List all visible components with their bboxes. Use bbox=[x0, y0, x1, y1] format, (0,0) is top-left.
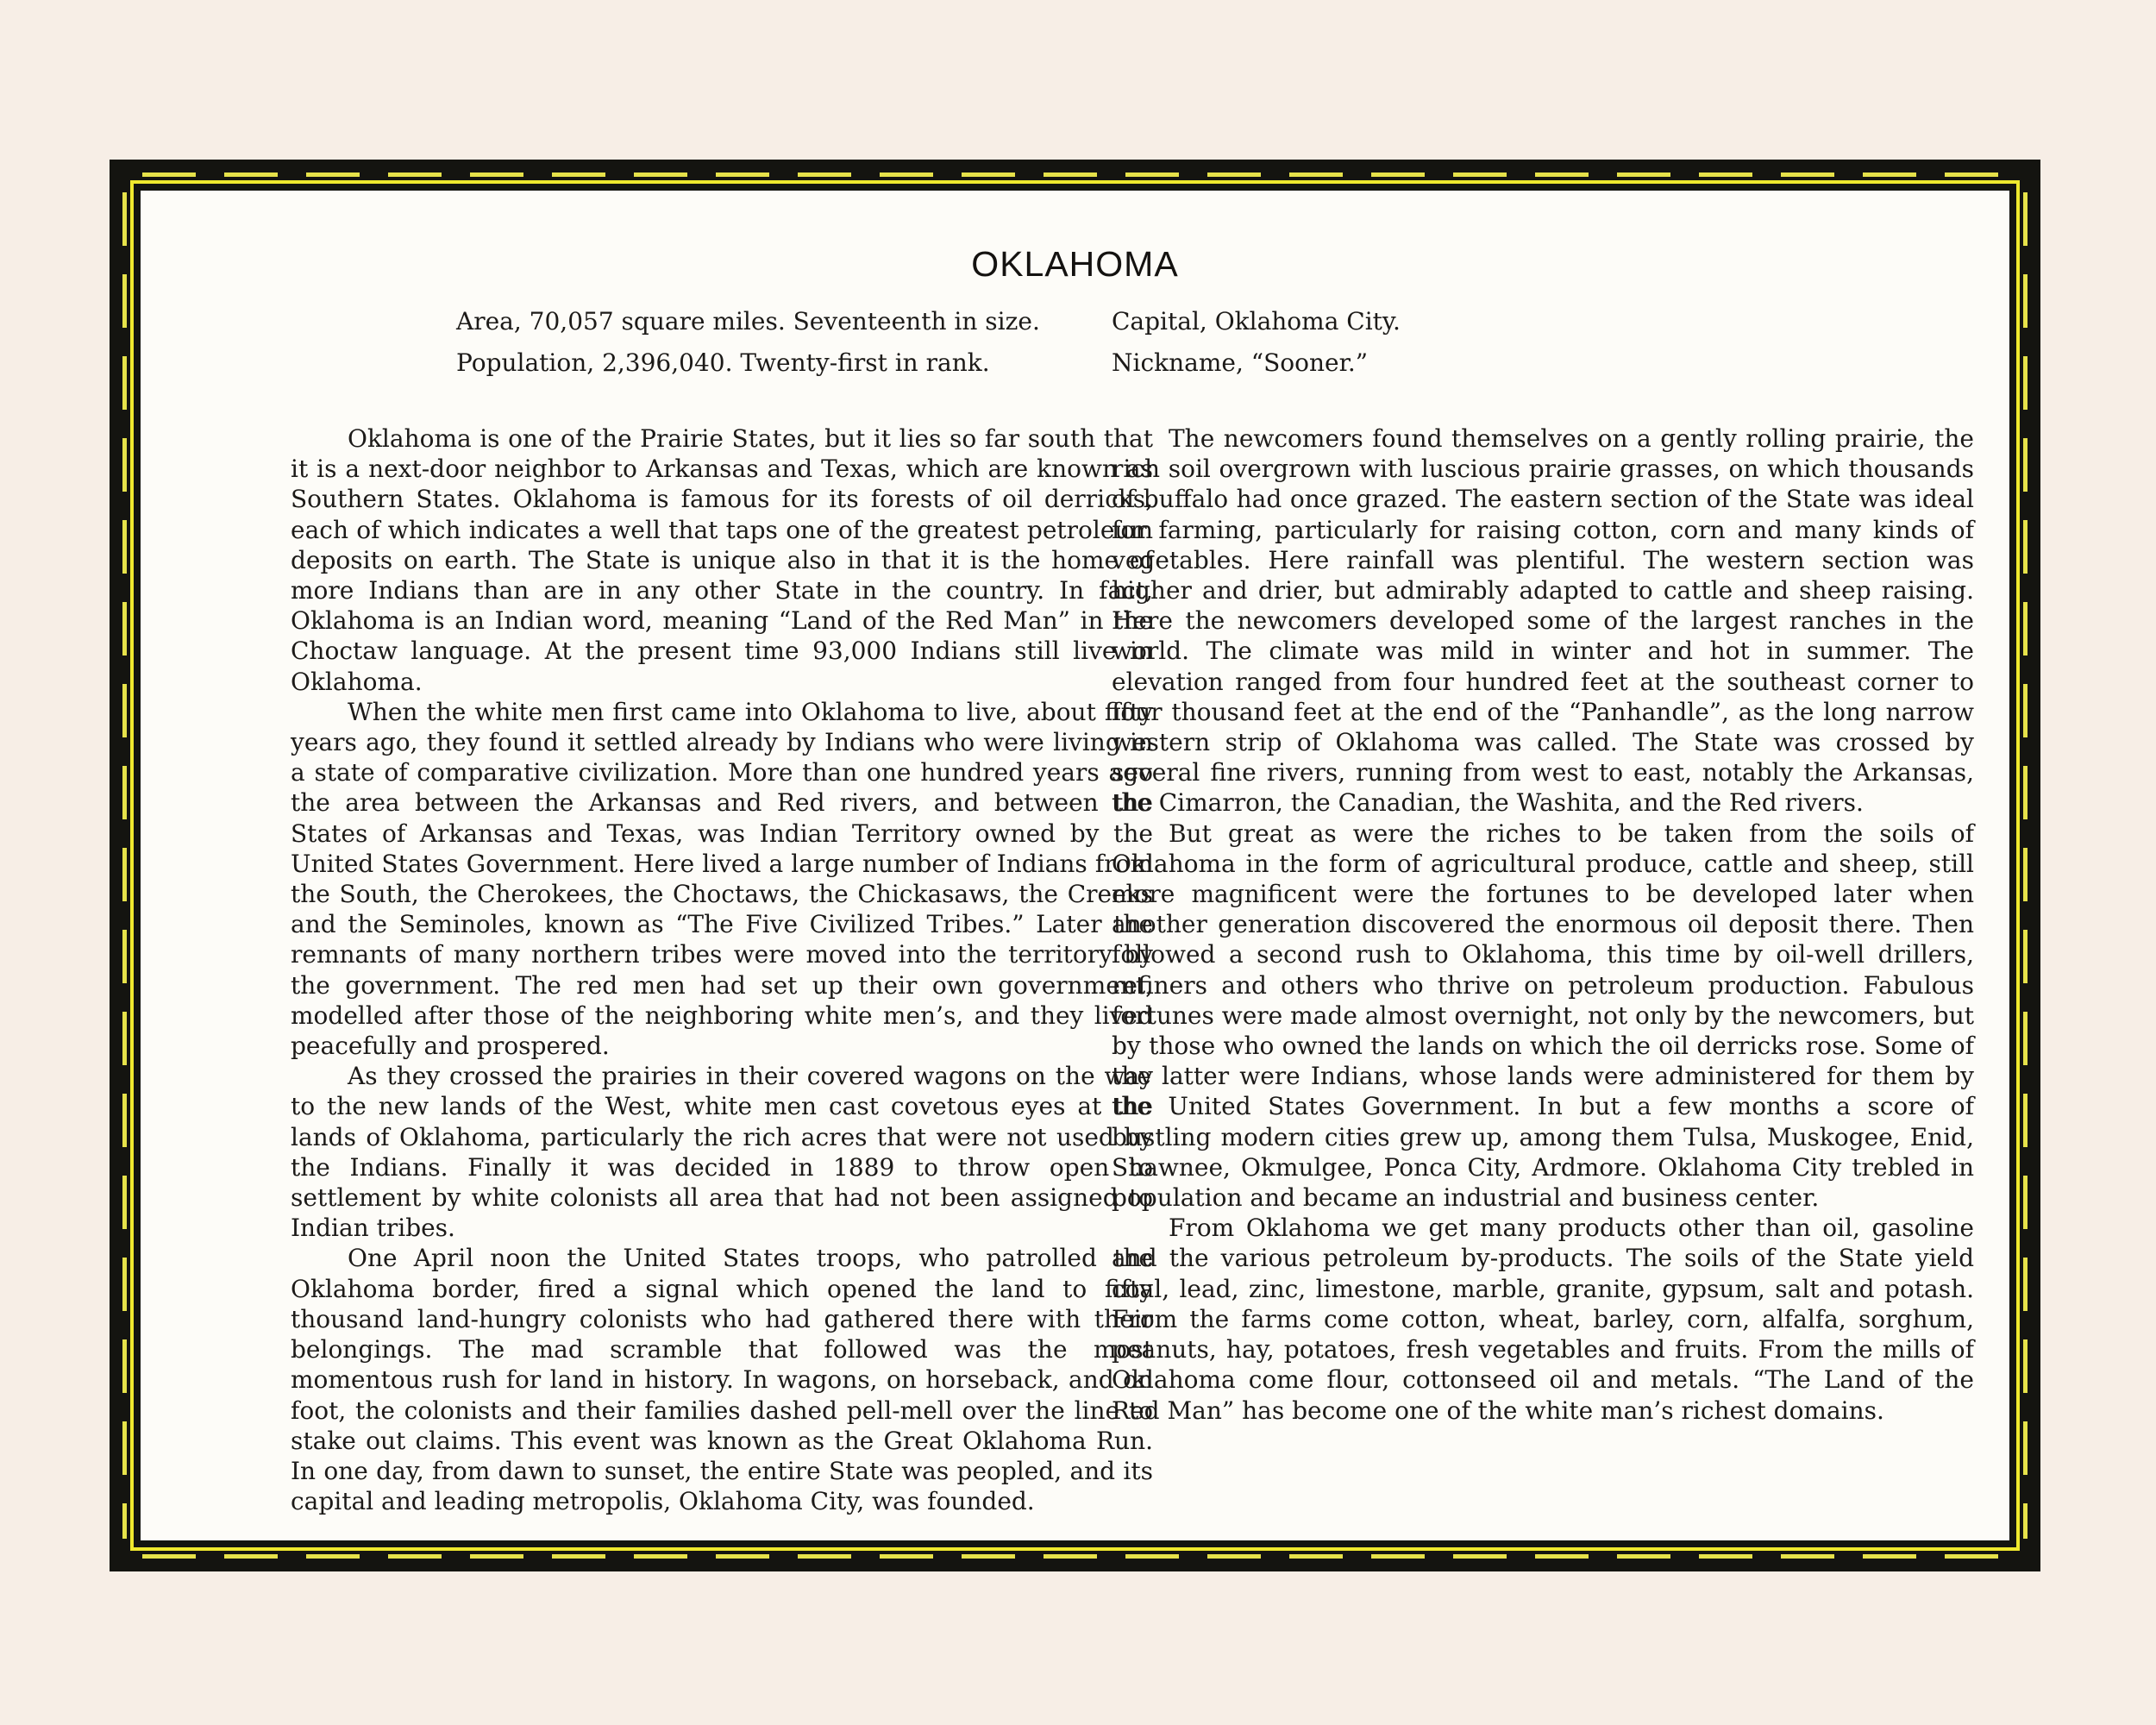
decorative-border bbox=[110, 160, 2040, 1571]
nickname-fact: Nickname, “Sooner.” bbox=[1112, 348, 1369, 377]
paragraph: Oklahoma is one of the Prairie States, but it lies so far south that it is a next-door neighbor to Arkansas and Texas, which are known as Southern States. Oklahoma is famous for its forests of oil derricks, each of which indicates a well that taps one of the greatest petroleum deposits on earth. The State is unique also in that it is the home of more Indians than are in any other State in the country. In fact, Oklahoma is an Indian word, meaning “Land of the Red Man” in the Choctaw language. At the present time 93,000 Indians still live in Oklahoma. bbox=[291, 424, 1153, 696]
page-title: OKLAHOMA bbox=[971, 244, 1179, 284]
page-content bbox=[141, 191, 2009, 1540]
paragraph: From Oklahoma we get many products other than oil, gasoline and the various petroleum by-products. The soils of the State yield coal, lead, zinc, limestone, marble, granite, gypsum, salt and potash. From the farms come cotton, wheat, barley, corn, alfalfa, sorghum, peanuts, hay, potatoes, fresh vegetables and fruits. From the mills of Oklahoma come flour, cottonseed oil and metals. “The Land of the Red Man” has become one of the white man’s richest domains. bbox=[1112, 1214, 1974, 1425]
border-dashes-right bbox=[2023, 192, 2028, 1539]
facts-left bbox=[456, 301, 1040, 384]
border-dashes-bottom bbox=[142, 1554, 2008, 1559]
capital-fact: Capital, Oklahoma City. bbox=[1112, 307, 1401, 336]
facts-right bbox=[1112, 301, 1401, 384]
area-fact: Area, 70,057 square miles. Seventeenth in size. bbox=[456, 307, 1040, 336]
paragraph: But great as were the riches to be taken from the soils of Oklahoma in the form of agricultural produce, cattle and sheep, still more magnificent were the fortunes to be developed later when another generation discovered the enormous oil deposit there. Then followed a second rush to Oklahoma, this time by oil-well drillers, refiners and others who thrive on petroleum production. Fabulous fortunes were made almost overnight, not only by the newcomers, but by those who owned the lands on which the oil derricks rose. Some of the latter were Indians, whose lands were administered for them by the United States Government. In but a few months a score of bustling modern cities grew up, among them Tulsa, Muskogee, Enid, Shawnee, Okmulgee, Ponca City, Ardmore. Oklahoma City trebled in population and became an industrial and business center. bbox=[1112, 819, 1975, 1213]
border-dashes-top bbox=[142, 172, 2008, 177]
right-column bbox=[1112, 423, 1974, 1426]
left-column bbox=[291, 423, 1153, 1516]
population-fact: Population, 2,396,040. Twenty-first in rank. bbox=[456, 348, 990, 377]
paragraph: One April noon the United States troops, who patrolled the Oklahoma border, fired a signal which opened the land to fifty thousand land-hungry colonists who had gathered there with their belongings. The mad scramble that followed was the most momentous rush for land in history. In wagons, on horseback, and on foot, the colonists and their families dashed pell-mell over the line to stake out claims. This event was known as the Great Oklahoma Run. In one day, from dawn to sunset, the entire State was peopled, and its capital and leading metropolis, Oklahoma City, was founded. bbox=[291, 1244, 1153, 1516]
paragraph: The newcomers found themselves on a gently rolling prairie, the rich soil overgrown with luscious prairie grasses, on which thousands of buffalo had once grazed. The eastern section of the State was ideal for farming, particularly for raising cotton, corn and many kinds of vegetables. Here rainfall was plentiful. The western section was higher and drier, but admirably adapted to cattle and sheep raising. Here the newcomers developed some of the largest ranches in the world. The climate was mild in winter and hot in summer. The elevation ranged from four hundred feet at the southeast corner to four thousand feet at the end of the “Panhandle”, as the long narrow western strip of Oklahoma was called. The State was crossed by several fine rivers, running from west to east, notably the Arkansas, the Cimarron, the Canadian, the Washita, and the Red rivers. bbox=[1112, 424, 1974, 818]
border-dashes-left bbox=[122, 192, 127, 1539]
paragraph: As they crossed the prairies in their covered wagons on the way to the new lands of the West, white men cast covetous eyes at the lands of Oklahoma, particularly the rich acres that were not used by the Indians. Finally it was decided in 1889 to throw open to settlement by white colonists all area that had not been assigned to Indian tribes. bbox=[291, 1062, 1153, 1243]
paragraph: When the white men first came into Oklahoma to live, about fifty years ago, they found it settled already by Indians who were living in a state of comparative civilization. More than one hundred years ago the area between the Arkansas and Red rivers, and between the States of Arkansas and Texas, was Indian Territory owned by the United States Government. Here lived a large number of Indians from the South, the Cherokees, the Choctaws, the Chickasaws, the Creeks and the Seminoles, known as “The Five Civilized Tribes.” Later the remnants of many northern tribes were moved into the territory by the government. The red men had set up their own government, modelled after those of the neighboring white men’s, and they lived peacefully and prospered. bbox=[291, 697, 1153, 1061]
